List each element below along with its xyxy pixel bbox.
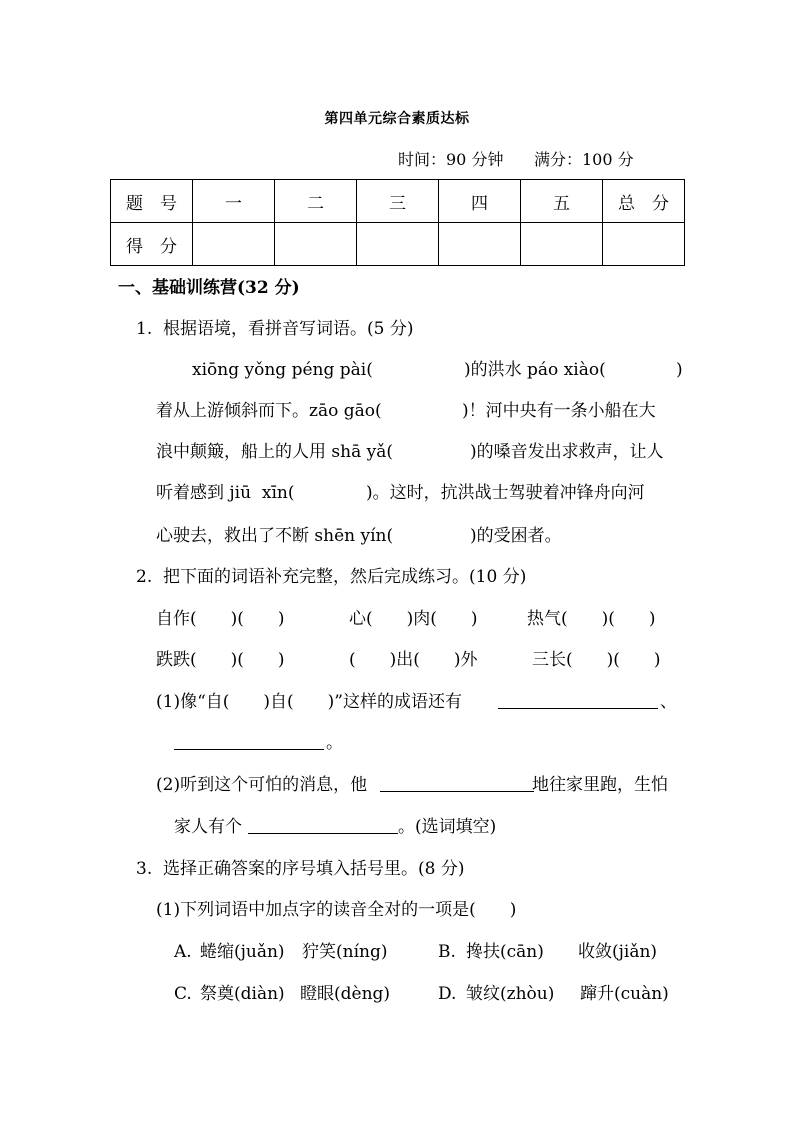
- option-b-label: B.: [438, 942, 456, 962]
- score-cell[interactable]: [603, 223, 685, 266]
- q1-line1-text: )的洪水 páo xiào(: [464, 360, 606, 380]
- option-a-word: 蜷缩(juǎn): [200, 942, 285, 962]
- option-b-word: 搀扶(cān): [466, 942, 544, 962]
- idiom-fill-5: ( )出( )外: [349, 650, 478, 670]
- q1-line1-text: xiōng yǒng péng pài(: [192, 360, 373, 380]
- option-d-word: 蹿升(cuàn): [580, 984, 669, 1004]
- option-b-word: 收敛(jiǎn): [578, 942, 658, 962]
- section-heading: 一、基础训练营(32 分): [118, 278, 300, 298]
- question-1-prompt: 1. 根据语境，看拼音写词语。(5 分): [136, 319, 414, 339]
- q2-sub2-text: 地往家里跑，生怕: [532, 775, 668, 795]
- page-title: 第四单元综合素质达标: [324, 111, 470, 127]
- idiom-fill-2: 心( )肉( ): [349, 609, 478, 629]
- option-c-word: 瞪眼(dèng): [300, 984, 391, 1004]
- option-a-word: 狞笑(níng): [302, 942, 388, 962]
- option-d-label: D.: [438, 984, 457, 1004]
- q1-line3-text: )的嗓音发出求救声，让人: [470, 442, 664, 462]
- score-header-cell: 题 号: [111, 180, 193, 223]
- q1-line4-text: 听着感到 jiū xīn(: [156, 483, 295, 503]
- option-c-label: C.: [174, 984, 192, 1004]
- q1-line5-text: )的受困者。: [470, 526, 562, 546]
- q1-line1-text: ): [676, 360, 683, 380]
- idiom-fill-6: 三长( )( ): [532, 650, 661, 670]
- score-header-cell: 二: [275, 180, 357, 223]
- full-score: 满分：100 分: [534, 150, 634, 169]
- idiom-fill-3: 热气( )( ): [527, 609, 656, 629]
- idiom-fill-4: 跌跌( )( ): [156, 650, 285, 670]
- score-cell[interactable]: [275, 223, 357, 266]
- score-table-header-row: [111, 180, 685, 223]
- score-header-cell: 一: [193, 180, 275, 223]
- q3-sub1-text: (1)下列词语中加点字的读音全对的一项是( ): [156, 900, 517, 920]
- score-table-score-row: [111, 223, 685, 266]
- answer-blank[interactable]: [174, 731, 324, 750]
- q1-line4-text: )。这时，抗洪战士驾驶着冲锋舟向河: [366, 483, 645, 503]
- idiom-fill-1: 自作( )( ): [156, 609, 285, 629]
- q1-line3-text: 浪中颠簸，船上的人用 shā yǎ(: [156, 442, 393, 462]
- score-header-cell: 三: [357, 180, 439, 223]
- score-cell[interactable]: [193, 223, 275, 266]
- q2-sub1-text: (1)像“自( )自( )”这样的成语还有: [156, 692, 462, 712]
- time-limit: 时间：90 分钟: [398, 150, 504, 169]
- answer-blank[interactable]: [248, 815, 398, 834]
- question-3-prompt: 3. 选择正确答案的序号填入括号里。(8 分): [136, 859, 465, 879]
- q1-line5-text: 心驶去，救出了不断 shēn yín(: [156, 526, 394, 546]
- answer-blank[interactable]: [380, 773, 534, 792]
- score-header-cell: 总 分: [603, 180, 685, 223]
- score-cell[interactable]: [357, 223, 439, 266]
- score-row-label: 得 分: [111, 223, 193, 266]
- q2-sub2-text: 。(选词填空): [398, 817, 497, 837]
- q2-sub1-separator: 、: [660, 692, 677, 712]
- score-table: [110, 179, 685, 266]
- q1-line2-text: )！河中央有一条小船在大: [462, 401, 656, 421]
- score-cell[interactable]: [521, 223, 603, 266]
- score-header-cell: 四: [439, 180, 521, 223]
- q1-line2-text: 着从上游倾斜而下。zāo gāo(: [156, 401, 382, 421]
- option-d-word: 皱纹(zhòu): [466, 984, 555, 1004]
- q2-sub2-text: (2)听到这个可怕的消息，他: [156, 775, 368, 795]
- question-2-prompt: 2. 把下面的词语补充完整，然后完成练习。(10 分): [136, 567, 527, 587]
- option-c-word: 祭奠(diàn): [200, 984, 285, 1004]
- q2-sub1-end: 。: [326, 733, 343, 753]
- option-a-label: A.: [174, 942, 192, 962]
- score-cell[interactable]: [439, 223, 521, 266]
- score-header-cell: 五: [521, 180, 603, 223]
- answer-blank[interactable]: [498, 690, 658, 709]
- q2-sub2-text: 家人有个: [174, 817, 242, 837]
